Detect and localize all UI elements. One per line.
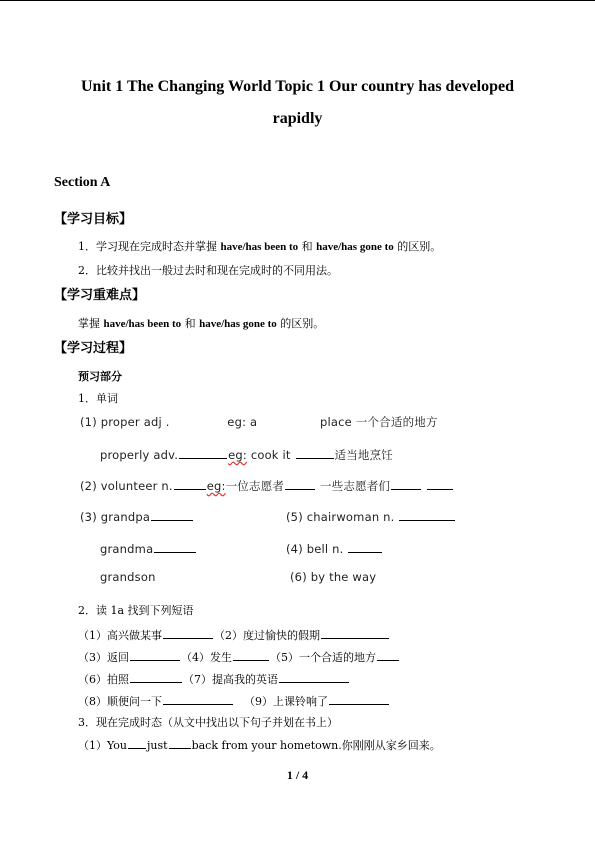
- tense-title: 3．现在完成时态（从文中找出以下句子并划在书上）: [78, 716, 338, 729]
- phrase-row-2: （3）返回 （4）发生 （5）一个合适的地方: [78, 648, 400, 665]
- vocab-row-properly: properly adv. eg: cook it 适当地烹饪: [100, 448, 393, 462]
- page-title-continued: rapidly: [272, 110, 323, 127]
- vocab-row-bell: (4) bell n.: [286, 540, 383, 556]
- goal-item-1: 1．学习现在完成时态并掌握 have/has been to 和 have/has gone to 的区别。: [78, 240, 442, 253]
- phrase-row-1: （1）高兴做某事 （2）度过愉快的假期: [78, 626, 390, 643]
- vocab-row-volunteer: (2) volunteer n. eg:一位志愿者 一些志愿者们: [80, 477, 454, 494]
- key-points-text: 掌握 have/has been to 和 have/has gone to 的区别。: [78, 317, 325, 330]
- phrase-row-4: （8）顺便问一下 （9）上课铃响了: [78, 692, 390, 709]
- section-label: Section A: [54, 175, 111, 190]
- phrase-row-3: （6）拍照 （7）提高我的英语: [78, 670, 350, 687]
- top-border: [0, 0, 595, 1]
- vocab-title: 1．单词: [78, 392, 118, 405]
- key-points-heading: 【学习重难点】: [54, 288, 146, 303]
- vocab-row-proper: (1) proper adj . eg: a place 一个合适的地方: [80, 415, 438, 429]
- vocab-row-grandma: grandma: [100, 540, 197, 556]
- phrases-title: 2．读 1a 找到下列短语: [78, 604, 194, 617]
- preview-label: 预习部分: [78, 370, 122, 383]
- vocab-row-grandson: grandson: [100, 570, 156, 584]
- vocab-row-chairwoman: (5) chairwoman n.: [286, 508, 456, 524]
- page-number: 1 / 4: [286, 768, 309, 782]
- vocab-row-by-the-way: (6) by the way: [290, 570, 377, 584]
- process-heading: 【学习过程】: [54, 341, 133, 356]
- goals-heading: 【学习目标】: [54, 212, 133, 227]
- page-title: Unit 1 The Changing World Topic 1 Our country has developed: [81, 78, 514, 95]
- vocab-row-grandpa: (3) grandpa: [80, 508, 194, 524]
- goal-item-2: 2．比较并找出一般过去时和现在完成时的不同用法。: [78, 264, 338, 277]
- tense-sentence-1: （1）You just back from your hometown.你刚刚从家乡回来。: [78, 736, 441, 753]
